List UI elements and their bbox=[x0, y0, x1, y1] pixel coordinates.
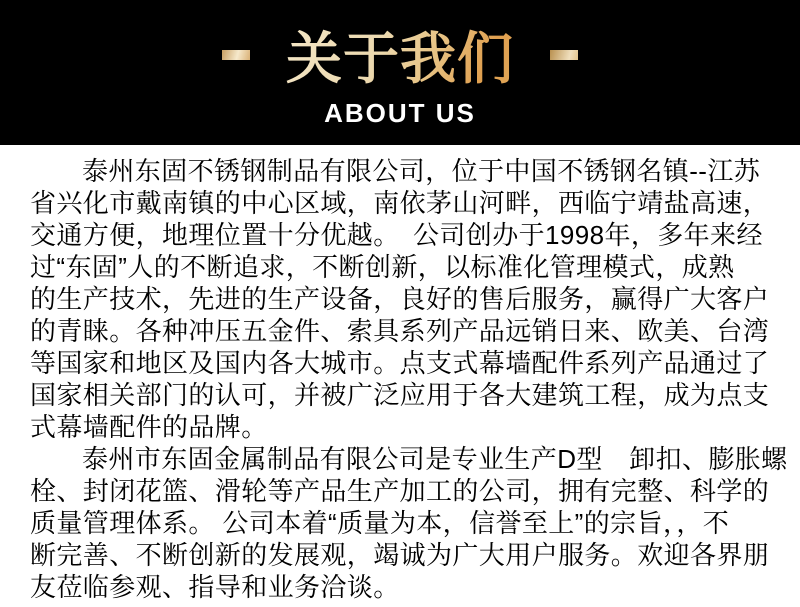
section-subtitle: ABOUT US bbox=[324, 98, 476, 128]
paragraph-line: 交通方便，地理位置十分优越。 公司创办于1998年，多年来经 bbox=[30, 220, 763, 250]
paragraph-line: 断完善、不断创新的发展观，竭诚为广大用户服务。欢迎各界朋 bbox=[30, 540, 770, 570]
paragraph-line: 省兴化市戴南镇的中心区域，南依茅山河畔，西临宁靖盐高速， bbox=[30, 188, 770, 218]
about-header bbox=[0, 0, 800, 145]
about-content bbox=[0, 145, 800, 603]
paragraph-line: 的生产技术，先进的生产设备，良好的售后服务，赢得广大客户 bbox=[30, 284, 770, 314]
section-title: 关于我们 bbox=[286, 26, 514, 90]
dash-icon-left bbox=[222, 50, 250, 60]
paragraph-line: 式幕墙配件的品牌。 bbox=[30, 412, 268, 442]
paragraph-company-intro bbox=[30, 155, 770, 443]
paragraph-line: 质量管理体系。 公司本着“质量为本，信誉至上”的宗旨，，不 bbox=[30, 508, 730, 538]
dash-icon-right bbox=[550, 50, 578, 60]
section-title-row bbox=[222, 26, 578, 92]
paragraph-line: 的青睐。各种冲压五金件、索具系列产品远销日来、欧美、台湾 bbox=[30, 316, 770, 346]
paragraph-line: 泰州市东固金属制品有限公司是专业生产D型 卸扣、膨胀螺 bbox=[82, 444, 788, 474]
paragraph-products bbox=[30, 443, 788, 603]
paragraph-line: 栓、封闭花篮、滑轮等产品生产加工的公司，拥有完整、科学的 bbox=[30, 476, 770, 506]
paragraph-line: 友莅临参观、指导和业务洽谈。 bbox=[30, 572, 400, 602]
paragraph-line: 过“东固”人的不断追求，不断创新，以标准化管理模式，成熟 bbox=[30, 252, 735, 282]
paragraph-line: 泰州东固不锈钢制品有限公司，位于中国不锈钢名镇--江苏 bbox=[82, 156, 761, 186]
paragraph-line: 国家相关部门的认可，并被广泛应用于各大建筑工程，成为点支 bbox=[30, 380, 770, 410]
paragraph-line: 等国家和地区及国内各大城市。点支式幕墙配件系列产品通过了 bbox=[30, 348, 770, 378]
